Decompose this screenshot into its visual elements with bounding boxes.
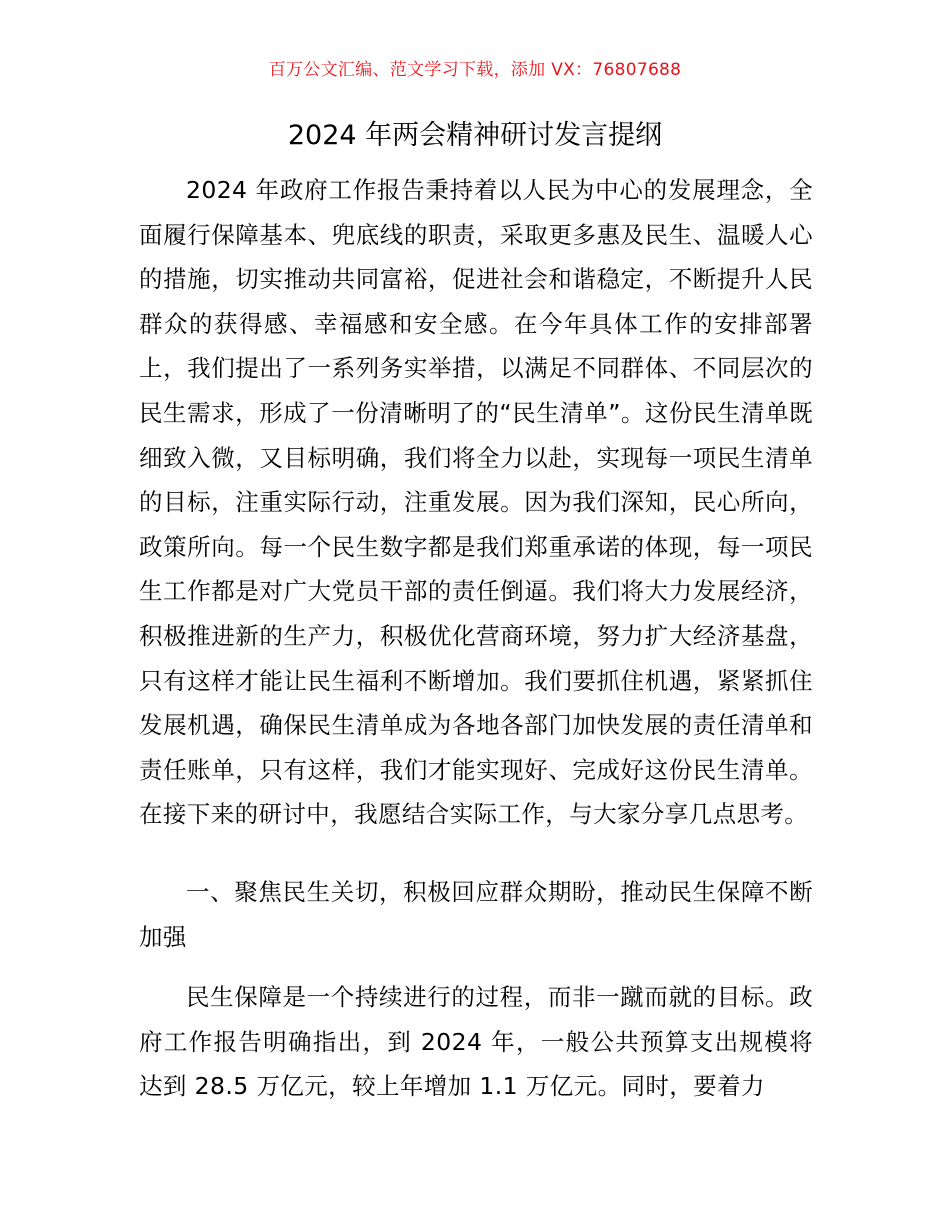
header-watermark-note: 百万公文汇编、范文学习下载，添加 VX：76807688 xyxy=(268,60,682,80)
intro-paragraph: 2024 年政府工作报告秉持着以人民为中心的发展理念，全面履行保障基本、兜底线的职责，采取更多惠及民生、温暖人心的措施，切实推动共同富裕，促进社会和谐稳定，不断提升人民群众的获得感、幸福感和安全感。在今年具体工作的安排部署上，我们提出了一系列务实举措，以满足不同群体、不同层次的民生需求，形成了一份清晰明了的“民生清单”。这份民生清单既细致入微，又目标明确，我们将全力以赴，实现每一项民生清单的目标，注重实际行动，注重发展。因为我们深知，民心所向，政策所向。每一个民生数字都是我们郑重承诺的体现，每一项民生工作都是对广大党员干部的责任倒逼。我们将大力发展经济，积极推进新的生产力，积极优化营商环境，努力扩大经济基盘，只有这样才能让民生福利不断增加。我们要抓住机遇，紧紧抓住发展机遇，确保民生清单成为各地各部门加快发展的责任清单和责任账单，只有这样，我们才能实现好、完成好这份民生清单。在接下来的研讨中，我愿结合实际工作，与大家分享几点思考。 xyxy=(139,176,813,829)
section-heading: 一、聚焦民生关切，积极回应群众期盼，推动民生保障不断加强 xyxy=(139,878,813,951)
page-title: 2024 年两会精神研讨发言提纲 xyxy=(287,120,663,151)
section-paragraph: 民生保障是一个持续进行的过程，而非一蹴而就的目标。政府工作报告明确指出，到 2024 年，一般公共预算支出规模将达到 28.5 万亿元，较上年增加 1.1 万亿元。同时，要着力 xyxy=(139,983,813,1101)
